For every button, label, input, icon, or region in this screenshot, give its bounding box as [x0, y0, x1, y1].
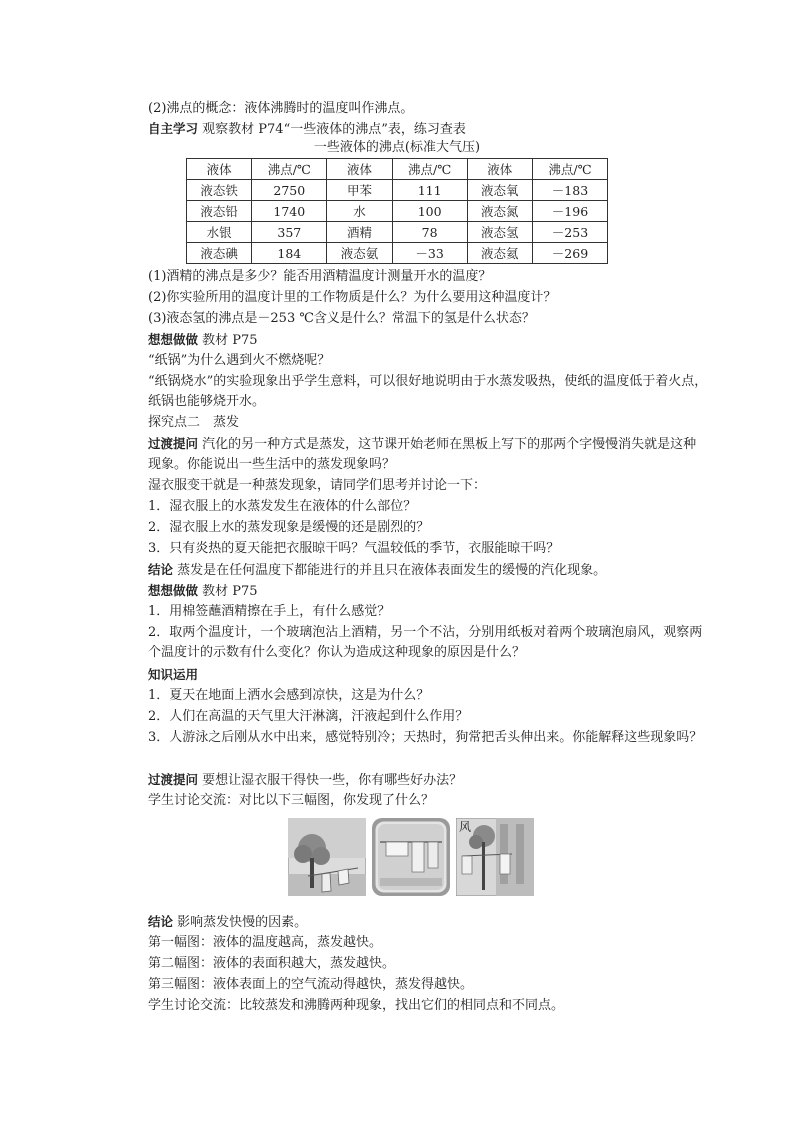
table-header-cell: 沸点/℃ — [532, 159, 607, 180]
conclusion-label: 结论 — [148, 562, 174, 577]
apply-question-1: 1．夏天在地面上洒水会感到凉快，这是为什么？ — [148, 688, 430, 703]
apply-label: 知识运用 — [148, 667, 199, 682]
task-2: 2．取两个温度计，一个玻璃泡沾上酒精，另一个不沾，分别用纸板对着两个玻璃泡扇风，观察两个温度计的示数有什么变化？你认为造成这种现象的原因是什么？ — [148, 625, 703, 660]
task-1: 1．用棉签蘸酒精擦在手上，有什么感觉？ — [148, 604, 391, 619]
table-cell: 184 — [252, 243, 327, 264]
table-cell: 液态氮 — [467, 201, 532, 222]
figure-2-conclusion: 第二幅图：液体的表面积越大，蒸发越快。 — [148, 956, 396, 971]
question-3: (3)液态氢的沸点是－253 ℃含义是什么？常温下的氢是什么状态？ — [148, 311, 535, 326]
discussion-2: 学生讨论交流：比较蒸发和沸腾两种现象，找出它们的相同点和不同点。 — [148, 998, 565, 1013]
figure-air-flow — [456, 818, 534, 896]
self-study-line — [124, 119, 708, 140]
boiling-point-concept: (2)沸点的概念：液体沸腾时的温度叫作沸点。 — [148, 101, 414, 116]
table-cell: －253 — [532, 222, 607, 243]
explore-point-2: 探究点二 蒸发 — [148, 415, 240, 430]
paper-pot-explanation: “纸锅烧水”的实验现象出乎学生意料，可以很好地说明由于水蒸发吸热，使纸的温度低于着火点，纸锅也能够烧开水。 — [148, 374, 708, 409]
table-cell: 液态氦 — [467, 243, 532, 264]
think-do-line-2 — [124, 581, 708, 602]
transition-text: 要想让湿衣服干得快一些，你有哪些好办法？ — [202, 773, 463, 788]
wet-question-3: 3．只有炎热的夏天能把衣服晾干吗？气温较低的季节，衣服能晾干吗？ — [148, 541, 560, 556]
question-1: (1)酒精的沸点是多少？能否用酒精温度计测量开水的温度？ — [148, 269, 492, 284]
table-header-row — [187, 159, 608, 180]
conclusion-text: 影响蒸发快慢的因素。 — [177, 915, 308, 930]
table-row — [187, 222, 608, 243]
table-cell: 78 — [392, 222, 467, 243]
paper-pot-question: “纸锅”为什么遇到火不燃烧呢？ — [148, 353, 331, 368]
question-2: (2)你实验所用的温度计里的工作物质是什么？为什么要用这种温度计？ — [148, 290, 557, 305]
table-row — [187, 201, 608, 222]
table-header-cell: 液体 — [327, 159, 392, 180]
figure-temperature — [288, 818, 366, 896]
self-study-text: 观察教材 P74“一些液体的沸点”表，练习查表 — [202, 122, 466, 137]
figure-3-conclusion: 第三幅图：液体表面上的空气流动得越快，蒸发得越快。 — [148, 977, 474, 992]
transition-label: 过渡提问 — [148, 436, 199, 451]
table-cell: 1740 — [252, 201, 327, 222]
table-cell: 2750 — [252, 180, 327, 201]
evaporation-figures — [288, 818, 538, 898]
transition-question-2 — [124, 770, 708, 791]
table-caption: 一些液体的沸点(标准大气压) — [313, 140, 481, 155]
table-cell: 液态氢 — [467, 222, 532, 243]
wet-question-1: 1．湿衣服上的水蒸发发生在液体的什么部位？ — [148, 499, 417, 514]
table-cell: 酒精 — [327, 222, 392, 243]
transition-question-1 — [124, 434, 708, 475]
table-cell: 液态氨 — [327, 243, 392, 264]
transition-label: 过渡提问 — [148, 772, 199, 787]
transition-text: 汽化的另一种方式是蒸发，这节课开始老师在黑板上写下的那两个字慢慢消失就是这种现象。你能说出一些生活中的蒸发现象吗？ — [148, 437, 697, 472]
conclusion-label: 结论 — [148, 914, 174, 929]
discussion-1: 学生讨论交流：对比以下三幅图，你发现了什么？ — [148, 793, 435, 808]
apply-line — [124, 665, 708, 686]
table-header-cell: 液体 — [187, 159, 252, 180]
wet-question-2: 2．湿衣服上水的蒸发现象是缓慢的还是剧烈的？ — [148, 520, 430, 535]
apply-question-2: 2．人们在高温的天气里大汗淋漓，汗液起到什么作用？ — [148, 709, 469, 724]
conclusion-1 — [124, 560, 708, 581]
think-do-label: 想想做做 — [148, 332, 199, 347]
boiling-point-table — [186, 158, 608, 264]
table-header-cell: 液体 — [467, 159, 532, 180]
wind-label: 风 — [459, 820, 472, 834]
figure-1-conclusion: 第一幅图：液体的温度越高，蒸发越快。 — [148, 935, 383, 950]
wet-clothes-intro: 湿衣服变干就是一种蒸发现象，请同学们思考并讨论一下： — [148, 478, 487, 493]
figure-surface-area — [372, 818, 450, 896]
self-study-label: 自主学习 — [148, 121, 199, 136]
table-cell: 液态铁 — [187, 180, 252, 201]
table-cell: 液态铅 — [187, 201, 252, 222]
table-row — [187, 180, 608, 201]
table-cell: －196 — [532, 201, 607, 222]
table-cell: 甲苯 — [327, 180, 392, 201]
table-cell: 液态碘 — [187, 243, 252, 264]
think-do-line-1 — [124, 330, 708, 351]
table-row — [187, 243, 608, 264]
table-cell: －183 — [532, 180, 607, 201]
spread-clothes-illustration — [372, 818, 450, 896]
think-do-text: 教材 P75 — [202, 333, 258, 348]
conclusion-text: 蒸发是在任何温度下都能进行的并且只在液体表面发生的缓慢的汽化现象。 — [177, 563, 607, 578]
table-cell: 111 — [392, 180, 467, 201]
sun-tree-clothes-illustration — [288, 818, 366, 896]
table-header-cell: 沸点/℃ — [392, 159, 467, 180]
table-cell: 液态氧 — [467, 180, 532, 201]
think-do-text: 教材 P75 — [202, 584, 258, 599]
table-cell: －269 — [532, 243, 607, 264]
table-cell: 水 — [327, 201, 392, 222]
table-cell: －33 — [392, 243, 467, 264]
table-cell: 100 — [392, 201, 467, 222]
apply-question-3: 3．人游泳之后刚从水中出来，感觉特别冷；天热时，狗常把舌头伸出来。你能解释这些现象吗？ — [148, 730, 703, 745]
table-cell: 357 — [252, 222, 327, 243]
table-cell: 水银 — [187, 222, 252, 243]
table-header-cell: 沸点/℃ — [252, 159, 327, 180]
conclusion-2 — [124, 912, 708, 933]
think-do-label: 想想做做 — [148, 583, 199, 598]
